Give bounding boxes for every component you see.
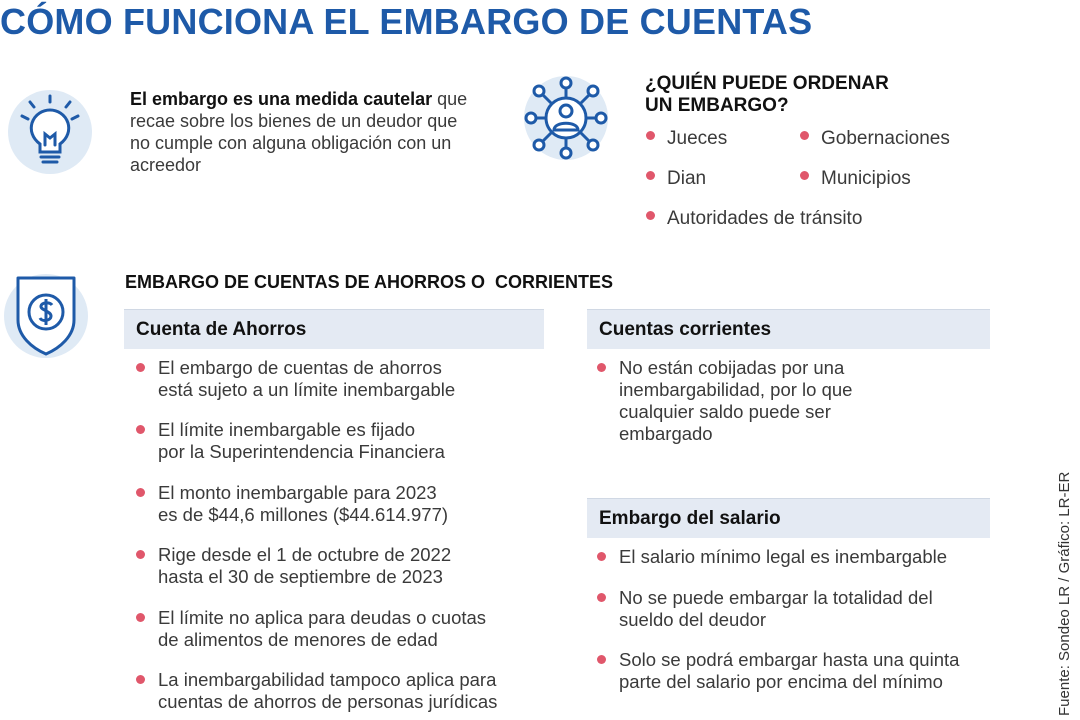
salario-item: El salario mínimo legal es inembargable	[597, 546, 947, 568]
intro-bold: El embargo es una medida cautelar	[130, 89, 433, 109]
page-title: CÓMO FUNCIONA EL EMBARGO DE CUENTAS	[0, 1, 813, 42]
corrientes-item: No están cobijadas por una inembargabilidad, por lo que cualquier saldo puede ser embargado	[597, 357, 852, 445]
ahorros-item: La inembargabilidad tampoco aplica para cuentas de ahorros de personas jurídicas	[136, 669, 497, 713]
money-shield-icon	[4, 274, 88, 358]
salario-item: Solo se podrá embargar hasta una quinta parte del salario por encima del mínimo	[597, 649, 959, 693]
source-credit: Fuente: Sondeo LR / Gráfico: LR-ER	[1056, 471, 1073, 716]
people-network-icon	[524, 76, 608, 160]
who-item: Jueces	[646, 128, 727, 150]
ahorros-item: El límite inembargable es fijado por la Superintendencia Financiera	[136, 419, 445, 463]
section-title: EMBARGO DE CUENTAS DE AHORROS O CORRIENTES	[125, 272, 614, 292]
ahorros-header: Cuenta de Ahorros	[124, 309, 544, 349]
who-item: Municipios	[800, 168, 911, 190]
salario-header: Embargo del salario	[587, 498, 990, 538]
who-title: ¿QUIÉN PUEDE ORDENAR UN EMBARGO?	[645, 73, 889, 116]
lightbulb-icon	[8, 90, 92, 174]
who-item: Gobernaciones	[800, 128, 950, 150]
salario-item: No se puede embargar la totalidad del sueldo del deudor	[597, 587, 933, 631]
corrientes-header: Cuentas corrientes	[587, 309, 990, 349]
who-item: Dian	[646, 168, 706, 190]
ahorros-item: Rige desde el 1 de octubre de 2022 hasta el 30 de septiembre de 2023	[136, 544, 451, 588]
intro-rest: que recae sobre los bienes de un deudor que no cumple con alguna obligación con un acreedor	[130, 89, 468, 175]
ahorros-item: El monto inembargable para 2023 es de $44,6 millones ($44.614.977)	[136, 482, 448, 526]
ahorros-item: El embargo de cuentas de ahorros está sujeto a un límite inembargable	[136, 357, 455, 401]
who-item: Autoridades de tránsito	[646, 208, 862, 230]
ahorros-item: El límite no aplica para deudas o cuotas de alimentos de menores de edad	[136, 607, 486, 651]
intro-text	[130, 88, 480, 176]
